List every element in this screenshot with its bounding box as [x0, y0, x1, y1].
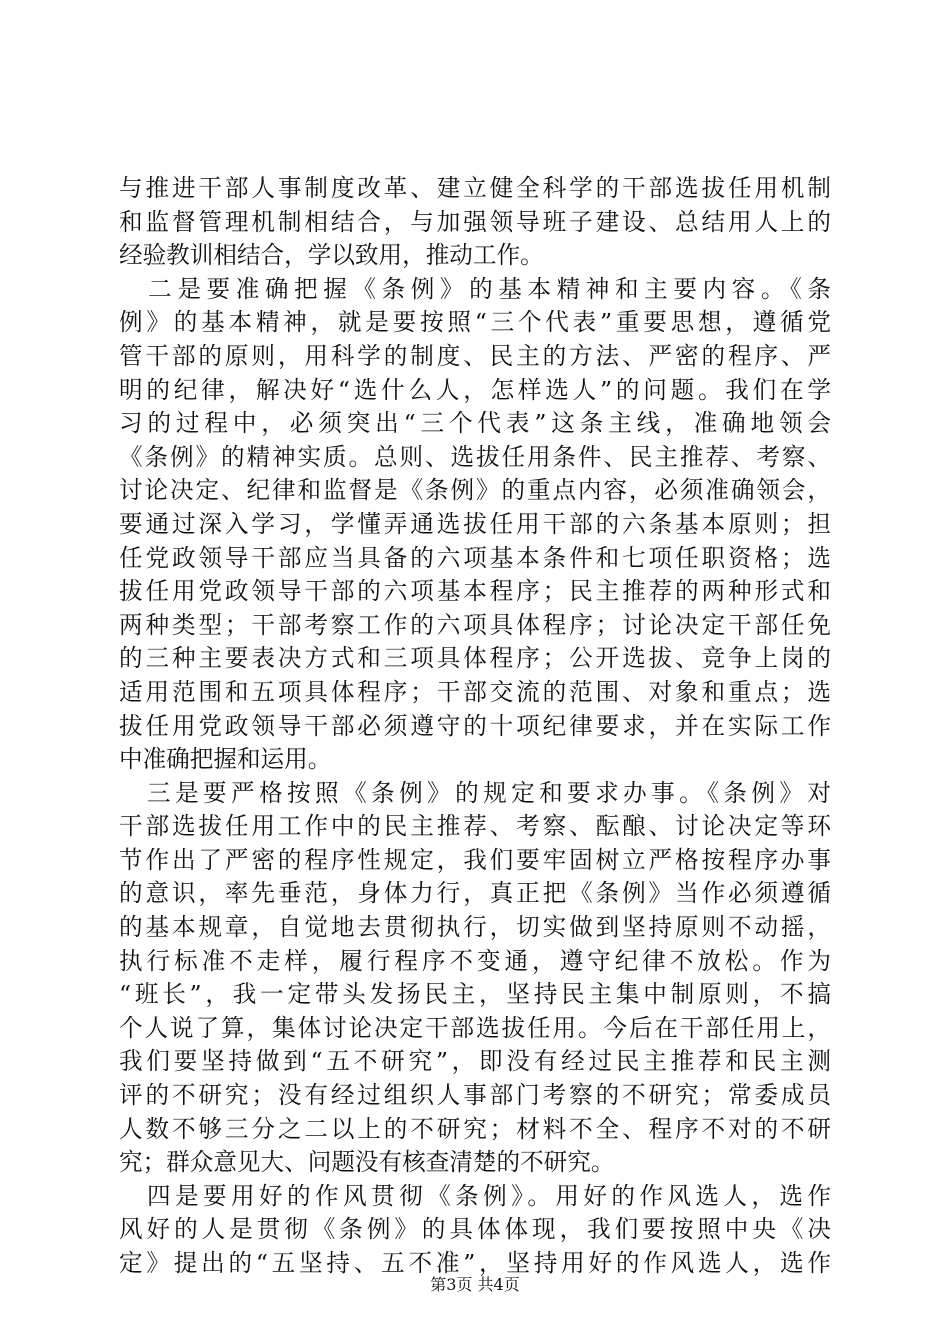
- text-line: 的意识，率先垂范，身体力行，真正把《条例》当作必须遵循: [119, 879, 831, 908]
- text-line: 《条例》的精神实质。总则、选拔任用条件、民主推荐、考察、: [119, 442, 831, 471]
- text-line: 定》提出的“五坚持、五不准”，坚持用好的作风选人，选作: [119, 1249, 831, 1277]
- text-line: 的三种主要表决方式和三项具体程序；公开选拔、竞争上岗的: [119, 644, 831, 673]
- text-line: 人数不够三分之二以上的不研究；材料不全、程序不对的不研: [119, 1114, 831, 1143]
- text-line: 节作出了严密的程序性规定，我们要牢固树立严格按程序办事: [119, 845, 831, 874]
- text-line: 四是要用好的作风贯彻《条例》。用好的作风选人，选作: [119, 1181, 831, 1210]
- text-line: 干部选拔任用工作中的民主推荐、考察、酝酿、讨论决定等环: [119, 812, 831, 841]
- text-line: 适用范围和五项具体程序；干部交流的范围、对象和重点；选: [119, 677, 831, 706]
- text-line: 中准确把握和运用。: [119, 745, 332, 774]
- text-line: 二是要准确把握《条例》的基本精神和主要内容。《条: [119, 274, 831, 303]
- text-line: 任党政领导干部应当具备的六项基本条件和七项任职资格；选: [119, 543, 831, 572]
- text-line: 两种类型；干部考察工作的六项具体程序；讨论决定干部任免: [119, 610, 831, 639]
- text-line: 明的纪律，解决好“选什么人，怎样选人”的问题。我们在学: [119, 375, 831, 404]
- text-line: 例》的基本精神，就是要按照“三个代表”重要思想，遵循党: [119, 308, 831, 337]
- text-line: 拔任用党政领导干部必须遵守的十项纪律要求，并在实际工作: [119, 711, 831, 740]
- text-line: 三是要严格按照《条例》的规定和要求办事。《条例》对: [119, 778, 831, 807]
- text-line: 究；群众意见大、问题没有核查清楚的不研究。: [119, 1148, 615, 1177]
- text-line: 拔任用党政领导干部的六项基本程序；民主推荐的两种形式和: [119, 577, 831, 606]
- text-line: 讨论决定、纪律和监督是《条例》的重点内容，必须准确领会，: [119, 476, 831, 505]
- text-line: 我们要坚持做到“五不研究”，即没有经过民主推荐和民主测: [119, 1047, 831, 1076]
- text-line: 的基本规章，自觉地去贯彻执行，切实做到坚持原则不动摇，: [119, 913, 831, 942]
- text-line: 管干部的原则，用科学的制度、民主的方法、严密的程序、严: [119, 341, 831, 370]
- text-line: 个人说了算，集体讨论决定干部选拔任用。今后在干部任用上，: [119, 1013, 831, 1042]
- text-line: 习的过程中，必须突出“三个代表”这条主线，准确地领会: [119, 409, 831, 438]
- text-line: 与推进干部人事制度改革、建立健全科学的干部选拔任用机制: [119, 174, 831, 202]
- text-line: 和监督管理机制相结合，与加强领导班子建设、总结用人上的: [119, 207, 831, 236]
- text-line: 评的不研究；没有经过组织人事部门考察的不研究；常委成员: [119, 1081, 831, 1110]
- text-line: 要通过深入学习，学懂弄通选拔任用干部的六条基本原则；担: [119, 509, 831, 538]
- body-text: [119, 172, 831, 1281]
- text-line: 执行标准不走样，履行程序不变通，遵守纪律不放松。作为: [119, 946, 831, 975]
- text-line: “班长”，我一定带头发扬民主，坚持民主集中制原则，不搞: [119, 980, 831, 1009]
- page-number-footer: 第3页 共4页: [430, 1275, 520, 1294]
- text-line: 经验教训相结合，学以致用，推动工作。: [119, 241, 544, 270]
- text-line: 风好的人是贯彻《条例》的具体体现，我们要按照中央《决: [119, 1215, 831, 1244]
